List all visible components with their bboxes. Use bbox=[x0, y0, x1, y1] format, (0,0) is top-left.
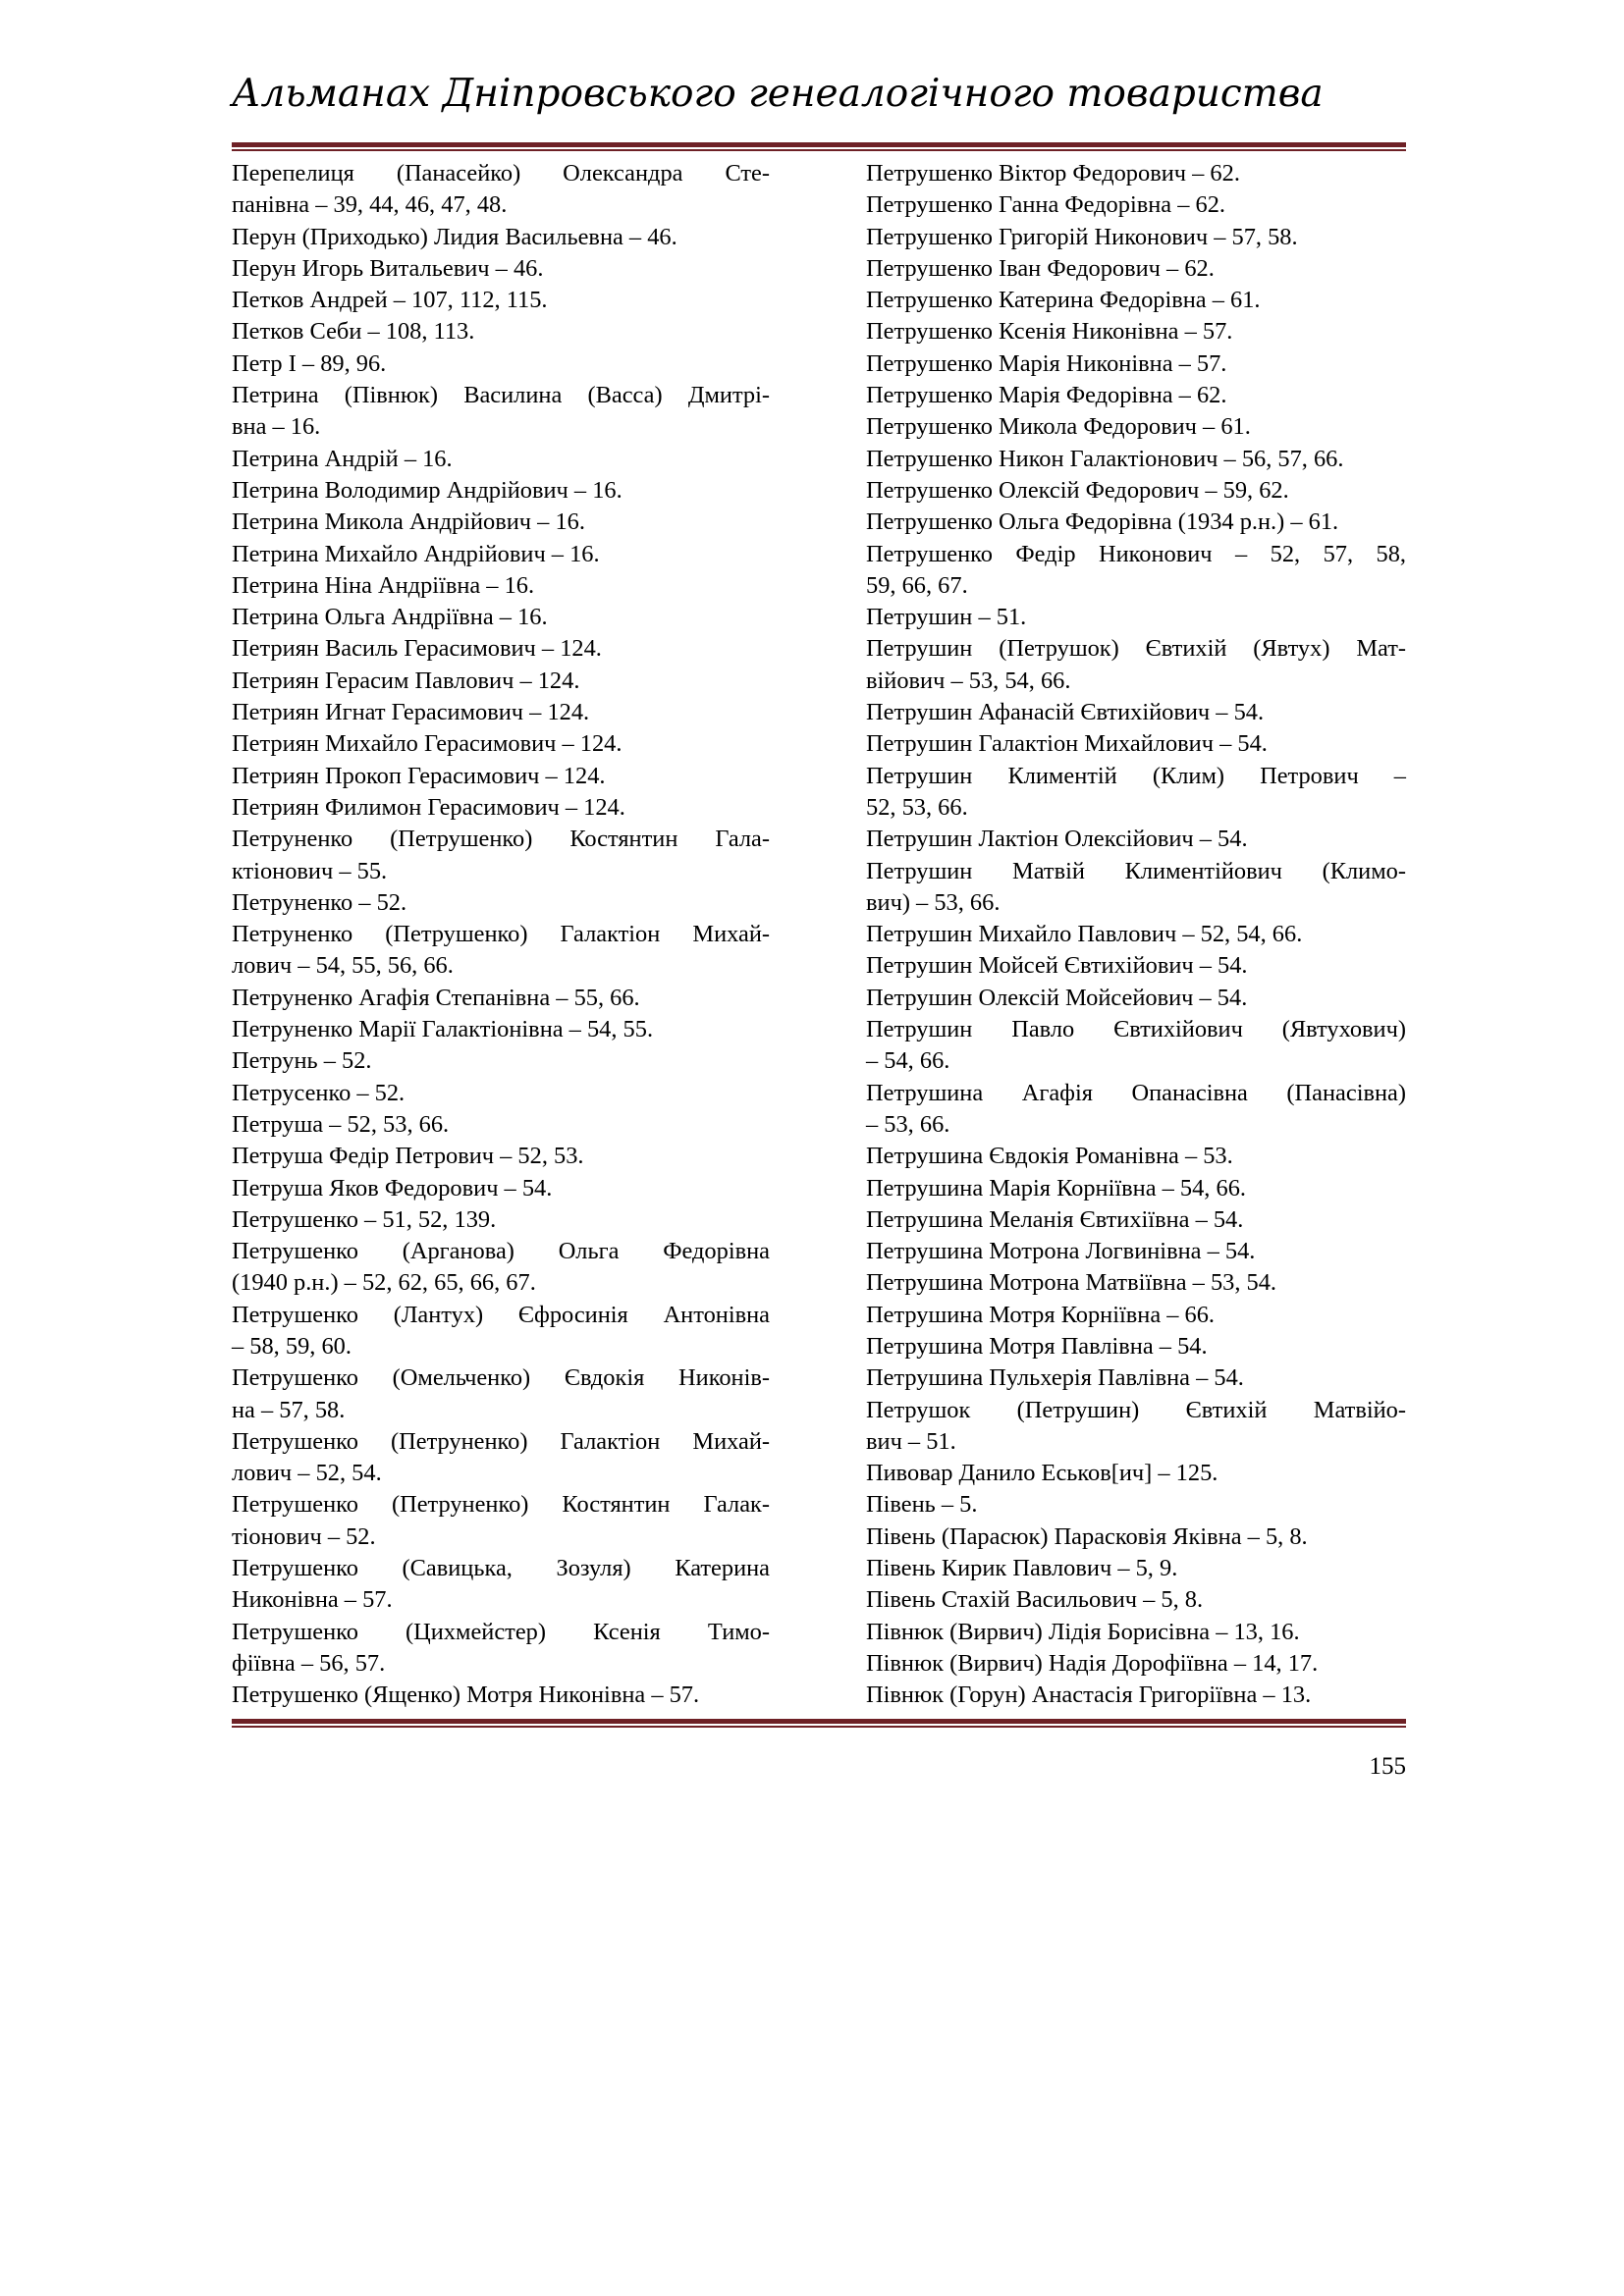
index-entry-line: Перун (Приходько) Лидия Васильевна – 46. bbox=[232, 223, 677, 250]
index-entry-line: Петрушенко (Омельченко) Євдокія Никонів- bbox=[232, 1364, 770, 1392]
almanac-title: Альманах Дніпровського генеалогічного товариства bbox=[232, 72, 1324, 116]
index-entry-line: Петриян Герасим Павлович – 124. bbox=[232, 667, 580, 694]
index-entry-line: Петриян Василь Герасимович – 124. bbox=[232, 635, 602, 663]
index-entry-line: Петрушенко Микола Федорович – 61. bbox=[866, 413, 1251, 441]
index-entry-line: лович – 54, 55, 56, 66. bbox=[232, 952, 454, 980]
index-entry-line: Петрушенко Григорій Никонович – 57, 58. bbox=[866, 223, 1298, 250]
index-entry-line: Петруненко – 52. bbox=[232, 888, 407, 916]
index-entry-line: Петрушенко Марія Федорівна – 62. bbox=[866, 382, 1227, 409]
index-entry-line: Петруненко (Петрушенко) Костянтин Гала- bbox=[232, 826, 770, 853]
index-entry-line: Петрушенко (Ященко) Мотря Никонівна – 57. bbox=[232, 1682, 700, 1709]
index-entry-line: Петрушенко Іван Федорович – 62. bbox=[866, 254, 1215, 282]
index-entry-line: Півнюк (Вирвич) Лідія Борисівна – 13, 16. bbox=[866, 1618, 1300, 1645]
index-entry-line: Петрушенко (Арганова) Ольга Федорівна bbox=[232, 1238, 770, 1265]
index-entry-line: Петрушенко Ганна Федорівна – 62. bbox=[866, 191, 1226, 219]
index-entry-line: Петков Себи – 108, 113. bbox=[232, 318, 475, 346]
index-entry-line: фіївна – 56, 57. bbox=[232, 1649, 386, 1677]
index-entry-line: Петрушина Марія Корніївна – 54, 66. bbox=[866, 1174, 1246, 1201]
index-entry-line: 59, 66, 67. bbox=[866, 571, 968, 599]
index-entry-line: Петрина Володимир Андрійович – 16. bbox=[232, 476, 623, 504]
index-entry-line: Перун Игорь Витальевич – 46. bbox=[232, 254, 544, 282]
index-entry-line: Петрушин (Петрушок) Євтихій (Явтух) Мат- bbox=[866, 635, 1406, 663]
index-entry-line: Петрушенко (Петруненко) Костянтин Галак- bbox=[232, 1491, 770, 1519]
index-entry-line: – 54, 66. bbox=[866, 1047, 950, 1075]
index-entry-line: Петрушин Павло Євтихійович (Явтухович) bbox=[866, 1016, 1406, 1043]
index-entry-line: Петков Андрей – 107, 112, 115. bbox=[232, 287, 548, 314]
index-entry-line: Петрушенко Віктор Федорович – 62. bbox=[866, 160, 1240, 187]
index-entry-line: Петрушина Мотрона Матвіївна – 53, 54. bbox=[866, 1269, 1277, 1297]
index-entry-line: 52, 53, 66. bbox=[866, 793, 968, 821]
index-entry-line: Петрушенко (Лантух) Єфросинія Антонівна bbox=[232, 1301, 770, 1328]
index-entry-line: вна – 16. bbox=[232, 413, 321, 441]
index-entry-line: тіонович – 52. bbox=[232, 1522, 376, 1550]
index-entry-line: Півень (Парасюк) Парасковія Яківна – 5, 8. bbox=[866, 1522, 1308, 1550]
index-entry-line: Петрушок (Петрушин) Євтихій Матвійо- bbox=[866, 1396, 1406, 1423]
index-column-right bbox=[866, 158, 1406, 1712]
index-entry-line: Петрушина Меланія Євтихіївна – 54. bbox=[866, 1205, 1244, 1233]
index-entry-line: Петрушин Матвій Климентійович (Климо- bbox=[866, 857, 1406, 884]
index-entry-line: Петруненко Агафія Степанівна – 55, 66. bbox=[232, 984, 640, 1011]
index-entry-line: Півень Кирик Павлович – 5, 9. bbox=[866, 1555, 1178, 1582]
index-entry-line: Петрина Михайло Андрійович – 16. bbox=[232, 540, 600, 567]
index-entry-line: Петрушенко Никон Галактіонович – 56, 57, 66. bbox=[866, 445, 1344, 472]
index-entry-line: Петрина Ольга Андріївна – 16. bbox=[232, 604, 548, 631]
index-entry-line: Петрушенко Марія Никонівна – 57. bbox=[866, 349, 1227, 377]
index-entry-line: Петрина Андрій – 16. bbox=[232, 445, 453, 472]
index-entry-line: Петруненко (Петрушенко) Галактіон Михай- bbox=[232, 921, 770, 948]
index-entry-line: Петрушин Михайло Павлович – 52, 54, 66. bbox=[866, 921, 1303, 948]
index-entry-line: Петруненко Марії Галактіонівна – 54, 55. bbox=[232, 1016, 654, 1043]
index-entry-line: Петрушин Галактіон Михайлович – 54. bbox=[866, 730, 1268, 758]
index-entry-line: Петруша Федір Петрович – 52, 53. bbox=[232, 1143, 584, 1170]
index-entry-line: Петрушин Афанасій Євтихійович – 54. bbox=[866, 699, 1265, 726]
index-entry-line: вич – 51. bbox=[866, 1427, 956, 1455]
index-entry-line: Петрушина Мотрона Логвинівна – 54. bbox=[866, 1238, 1256, 1265]
index-entry-line: Півень – 5. bbox=[866, 1491, 978, 1519]
index-entry-line: Півнюк (Вирвич) Надія Дорофіївна – 14, 17. bbox=[866, 1649, 1319, 1677]
header-rule bbox=[232, 142, 1406, 151]
index-entry-line: Петрунь – 52. bbox=[232, 1047, 372, 1075]
index-entry-line: на – 57, 58. bbox=[232, 1396, 346, 1423]
index-entry-line: – 58, 59, 60. bbox=[232, 1332, 352, 1360]
index-entry-line: Петруша – 52, 53, 66. bbox=[232, 1110, 450, 1138]
index-entry-line: Петрушенко Катерина Федорівна – 61. bbox=[866, 287, 1261, 314]
index-entry-line: лович – 52, 54. bbox=[232, 1460, 382, 1487]
index-entry-line: Петрушина Євдокія Романівна – 53. bbox=[866, 1143, 1233, 1170]
index-entry-line: Пивовар Данило Еськов[ич] – 125. bbox=[866, 1460, 1218, 1487]
index-column-left bbox=[232, 158, 770, 1712]
index-entry-line: Півень Стахій Васильович – 5, 8. bbox=[866, 1586, 1204, 1614]
index-entry-line: – 53, 66. bbox=[866, 1110, 950, 1138]
index-entry-line: ктіонович – 55. bbox=[232, 857, 388, 884]
index-entry-line: Петрушенко Ксенія Никонівна – 57. bbox=[866, 318, 1233, 346]
page-number: 155 bbox=[1369, 1753, 1406, 1780]
index-entry-line: Петриян Игнат Герасимович – 124. bbox=[232, 699, 590, 726]
index-entry-line: Петруша Яков Федорович – 54. bbox=[232, 1174, 553, 1201]
index-entry-line: Петрина Ніна Андріївна – 16. bbox=[232, 571, 535, 599]
index-entry-line: Никонівна – 57. bbox=[232, 1586, 393, 1614]
index-entry-line: Петриян Филимон Герасимович – 124. bbox=[232, 793, 625, 821]
index-entry-line: Півнюк (Горун) Анастасія Григоріївна – 13. bbox=[866, 1682, 1312, 1709]
index-entry-line: Петрушин Лактіон Олексійович – 54. bbox=[866, 826, 1248, 853]
index-entry-line: війович – 53, 54, 66. bbox=[866, 667, 1071, 694]
index-entry-line: Петрусенко – 52. bbox=[232, 1079, 406, 1106]
index-entry-line: Петрушина Мотря Павлівна – 54. bbox=[866, 1332, 1208, 1360]
index-entry-line: Петрушенко Федір Никонович – 52, 57, 58, bbox=[866, 540, 1406, 567]
index-entry-line: Перепелиця (Панасейко) Олександра Сте- bbox=[232, 160, 770, 187]
index-entry-line: Петриян Прокоп Герасимович – 124. bbox=[232, 762, 606, 789]
index-entry-line: Петрушенко (Цихмейстер) Ксенія Тимо- bbox=[232, 1618, 770, 1645]
index-entry-line: Петрушенко (Савицька, Зозуля) Катерина bbox=[232, 1555, 770, 1582]
index-entry-line: Петрушина Пульхерія Павлівна – 54. bbox=[866, 1364, 1244, 1392]
index-entry-line: Петрина (Півнюк) Василина (Васса) Дмитрі- bbox=[232, 382, 770, 409]
footer-rule bbox=[232, 1719, 1406, 1728]
index-entry-line: Петрушина Мотря Корніївна – 66. bbox=[866, 1301, 1216, 1328]
index-entry-line: Петрушин – 51. bbox=[866, 604, 1027, 631]
index-entry-line: Петриян Михайло Герасимович – 124. bbox=[232, 730, 623, 758]
index-entry-line: (1940 р.н.) – 52, 62, 65, 66, 67. bbox=[232, 1269, 536, 1297]
index-entry-line: Петрушенко Ольга Федорівна (1934 р.н.) – 61. bbox=[866, 508, 1339, 536]
index-entry-line: Петрушенко – 51, 52, 139. bbox=[232, 1205, 497, 1233]
index-entry-line: Петрушенко Олексій Федорович – 59, 62. bbox=[866, 476, 1289, 504]
index-entry-line: Петр I – 89, 96. bbox=[232, 349, 387, 377]
index-entry-line: Петрушина Агафія Опанасівна (Панасівна) bbox=[866, 1079, 1406, 1106]
index-entry-line: Петрушенко (Петруненко) Галактіон Михай- bbox=[232, 1427, 770, 1455]
index-entry-line: Петрушин Мойсей Євтихійович – 54. bbox=[866, 952, 1248, 980]
index-entry-line: Петрушин Климентій (Клим) Петрович – bbox=[866, 762, 1406, 789]
index-entry-line: Петрина Микола Андрійович – 16. bbox=[232, 508, 585, 536]
index-entry-line: вич) – 53, 66. bbox=[866, 888, 1001, 916]
index-entry-line: панівна – 39, 44, 46, 47, 48. bbox=[232, 191, 508, 219]
index-entry-line: Петрушин Олексій Мойсейович – 54. bbox=[866, 984, 1248, 1011]
